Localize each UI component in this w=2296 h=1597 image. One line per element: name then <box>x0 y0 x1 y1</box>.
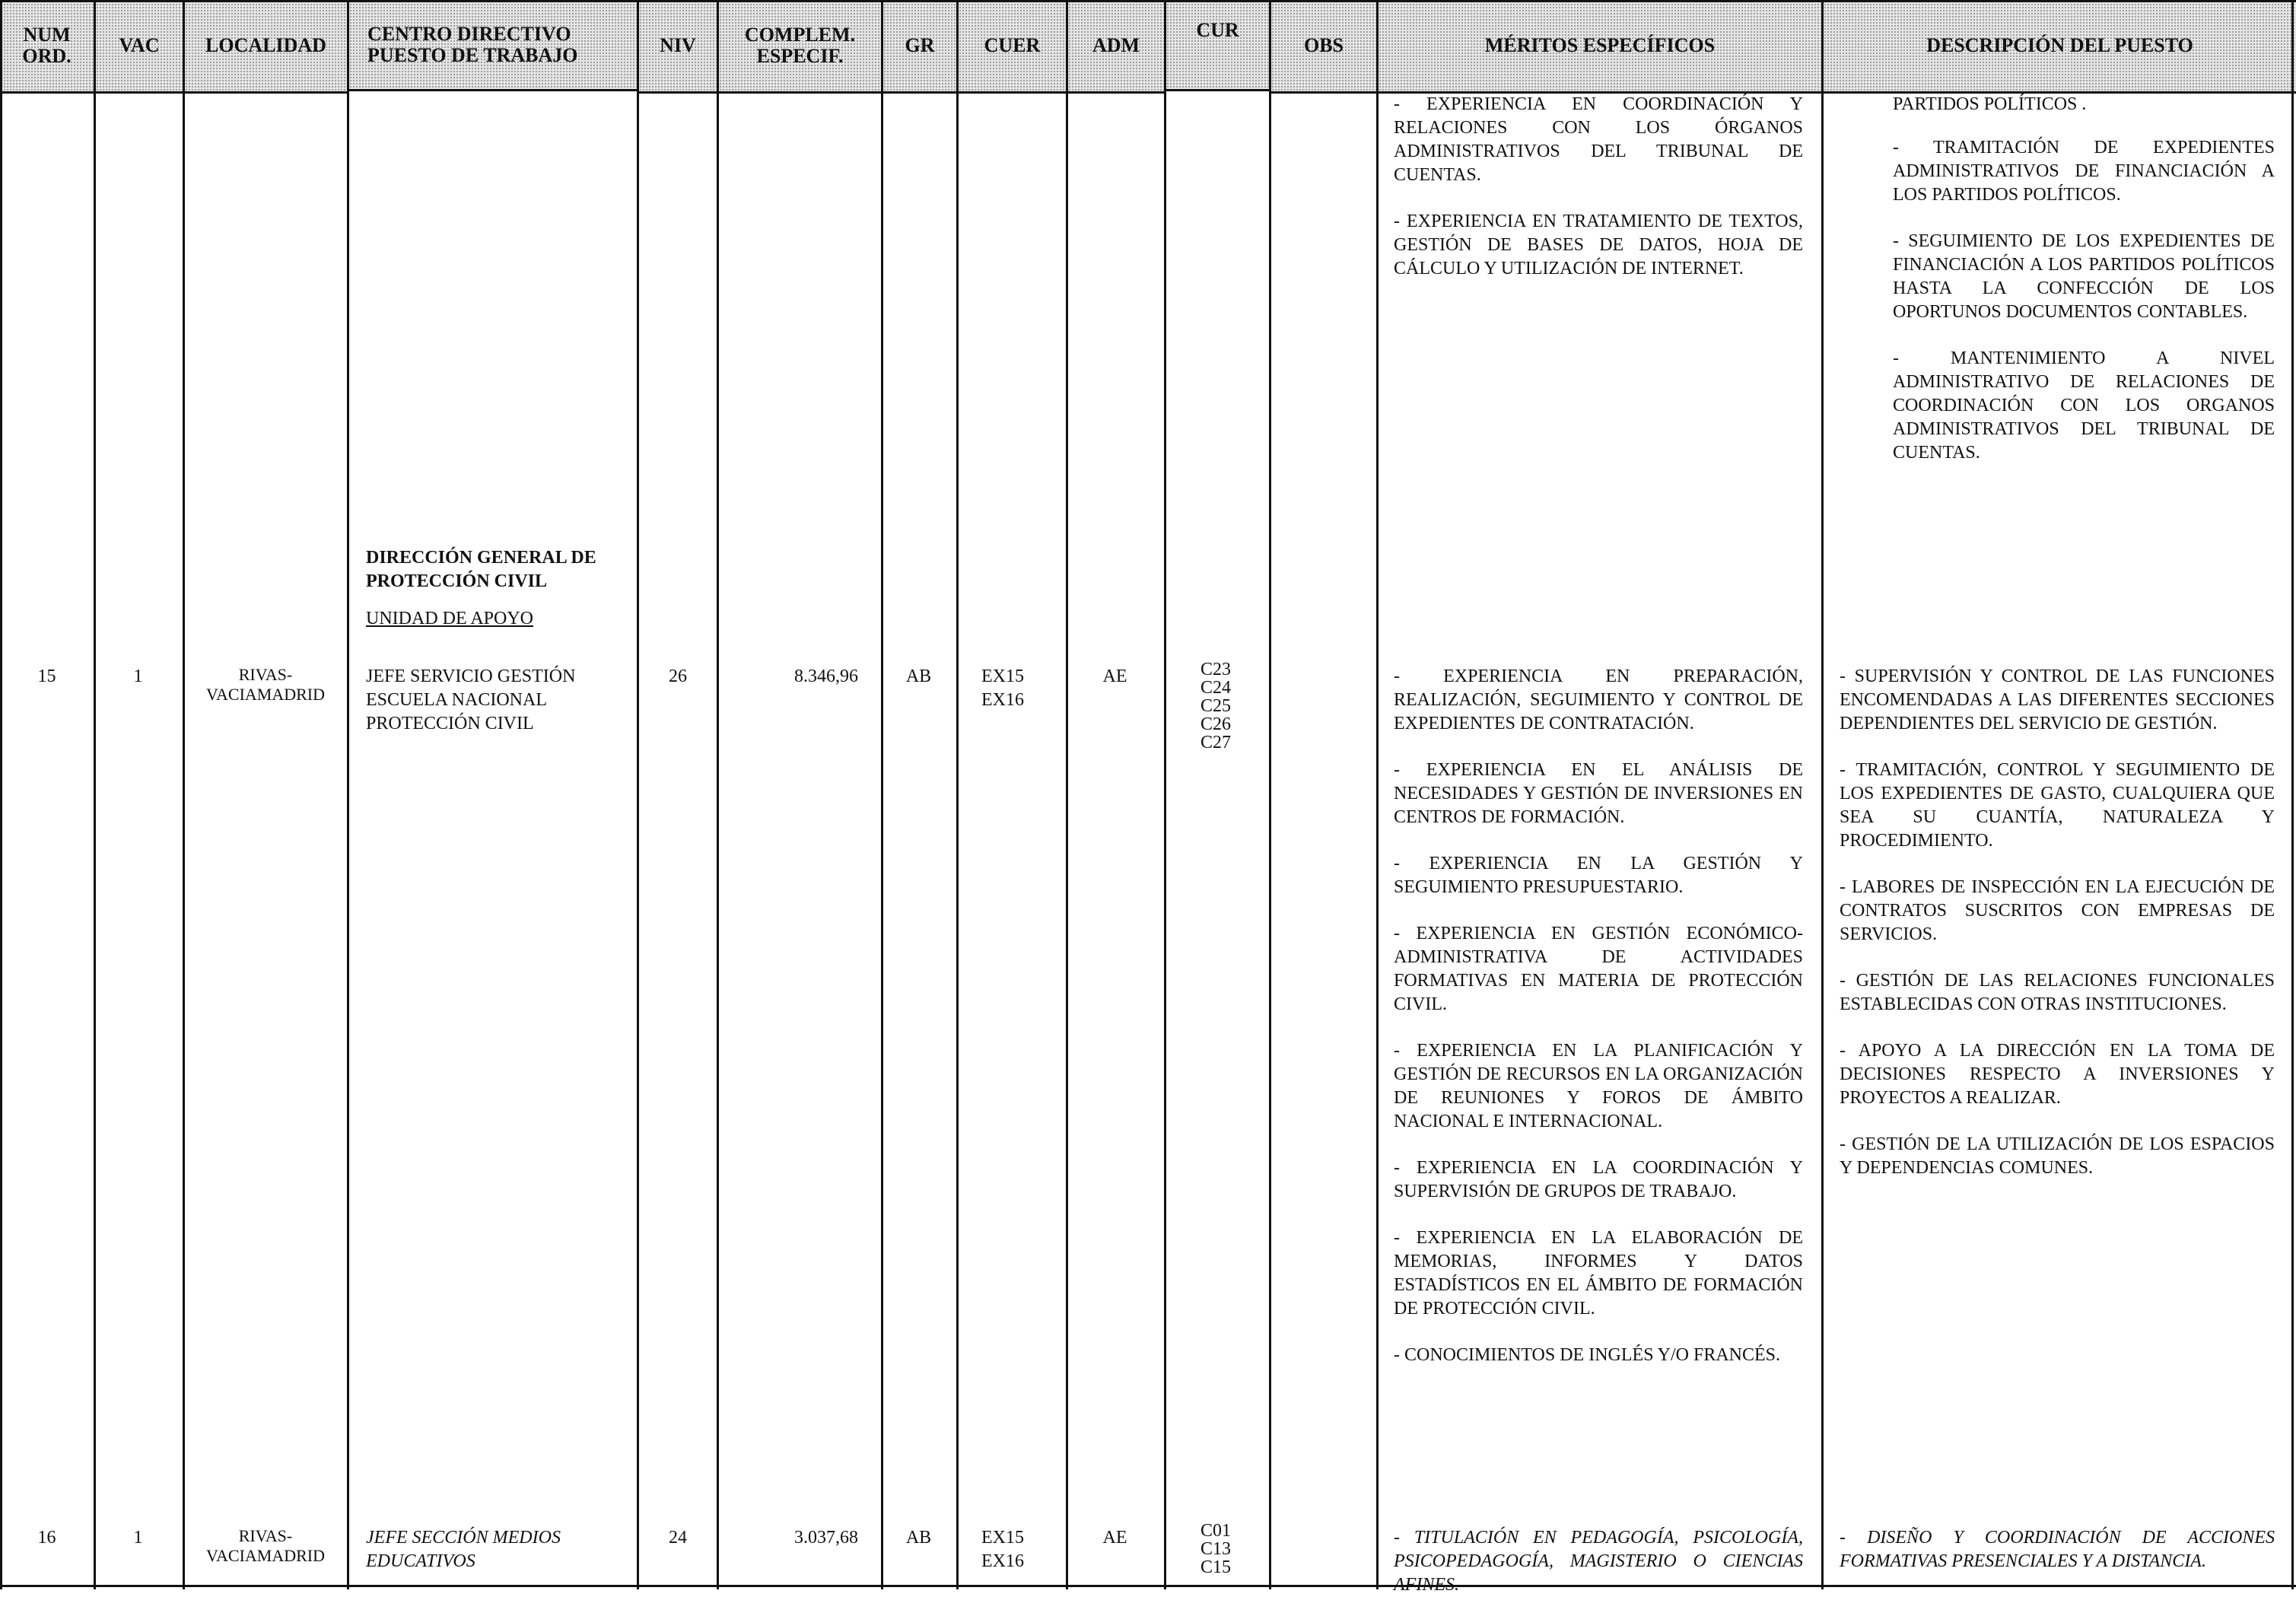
column-divider <box>94 0 96 1589</box>
column-divider <box>956 0 959 1589</box>
unit-title: UNIDAD DE APOYO <box>366 609 533 628</box>
header-obs: OBS <box>1271 0 1376 94</box>
row15-descripcion <box>1840 665 2275 1180</box>
cuer-code: EX15 <box>981 666 1024 686</box>
merito-item: - EXPERIENCIA EN LA ELABORACIÓN DE MEMORIAS, INFORMES Y DATOS ESTADÍSTICOS EN EL ÁMBITO DE FORMACIÓN DE PROTECCIÓN CIVIL. <box>1394 1228 1803 1319</box>
header-meritos: MÉRITOS ESPECÍFICOS <box>1379 0 1821 94</box>
descripcion-item: - DISEÑO Y COORDINACIÓN DE ACCIONES FORMATIVAS PRESENCIALES Y A DISTANCIA. <box>1840 1528 2275 1571</box>
top-border <box>0 0 2296 2</box>
merito-item: - EXPERIENCIA EN GESTIÓN ECONÓMICO-ADMINISTRATIVA DE ACTIVIDADES FORMATIVAS EN MATERIA DE PROTECCIÓN CIVIL. <box>1394 924 1803 1014</box>
row15-cuer <box>981 665 1057 712</box>
header-niv: NIV <box>639 0 717 94</box>
cur-code: C15 <box>1200 1557 1232 1577</box>
column-divider <box>0 0 2 1589</box>
column-divider <box>1269 0 1271 1589</box>
cur-code: C25 <box>1200 696 1232 716</box>
row15-adm: AE <box>1102 666 1127 686</box>
descripcion-item: - LABORES DE INSPECCIÓN EN LA EJECUCIÓN DE CONTRATOS SUSCRITOS CON EMPRESAS DE SERVICIOS. <box>1840 877 2275 944</box>
continuation-meritos <box>1394 93 1803 281</box>
continuation-descripcion <box>1893 93 2275 465</box>
cuer-code: EX16 <box>981 1551 1024 1571</box>
cur-code: C13 <box>1200 1539 1232 1559</box>
continuation-merito-item: - EXPERIENCIA EN TRATAMIENTO DE TEXTOS, GESTIÓN DE BASES DE DATOS, HOJA DE CÁLCULO Y UTILIZACIÓN DE INTERNET. <box>1394 212 1803 278</box>
continuation-merito-item: - EXPERIENCIA EN COORDINACIÓN Y RELACIONES CON LOS ÓRGANOS ADMINISTRATIVOS DEL TRIBUNAL DE CUENTAS. <box>1394 94 1803 185</box>
row16-niv: 24 <box>669 1528 687 1548</box>
header-gr: GR <box>883 0 956 94</box>
cuer-code: EX15 <box>981 1528 1024 1548</box>
row15-meritos <box>1394 665 1803 1367</box>
row16-puesto: JEFE SECCIÓN MEDIOS EDUCATIVOS <box>366 1528 561 1571</box>
header-cuer: CUER <box>959 0 1066 94</box>
continuation-descripcion-item: PARTIDOS POLÍTICOS . <box>1893 94 2087 114</box>
row16-complem: 3.037,68 <box>794 1528 858 1548</box>
column-divider <box>183 0 185 1589</box>
column-divider <box>2291 0 2294 1589</box>
header-vac: VAC <box>96 0 183 94</box>
column-divider <box>637 0 639 1589</box>
descripcion-item: - APOYO A LA DIRECCIÓN EN LA TOMA DE DECISIONES RESPECTO A INVERSIONES Y PROYECTOS A REALIZAR. <box>1840 1041 2275 1108</box>
header-cur: CUR <box>1166 0 1269 91</box>
row16-meritos <box>1394 1526 1803 1595</box>
column-divider <box>881 0 883 1589</box>
organization-block <box>366 546 609 631</box>
header-descripcion: DESCRIPCIÓN DEL PUESTO <box>1824 0 2296 94</box>
row15-puesto: JEFE SERVICIO GESTIÓN ESCUELA NACIONAL PROTECCIÓN CIVIL <box>366 666 576 733</box>
merito-item: - EXPERIENCIA EN LA GESTIÓN Y SEGUIMIENTO PRESUPUESTARIO. <box>1394 854 1803 897</box>
row15-cur <box>1200 660 1261 752</box>
continuation-descripcion-item: - TRAMITACIÓN DE EXPEDIENTES ADMINISTRATIVOS DE FINANCIACIÓN A LOS PARTIDOS POLÍTICOS. <box>1893 138 2275 205</box>
row16-adm: AE <box>1102 1528 1127 1548</box>
row16-gr: AB <box>905 1528 932 1548</box>
row16-cur <box>1200 1522 1261 1576</box>
header-complem: COMPLEM. ESPECIF. <box>719 0 881 94</box>
header-centro: CENTRO DIRECTIVO PUESTO DE TRABAJO <box>349 0 637 91</box>
descripcion-item: - TRAMITACIÓN, CONTROL Y SEGUIMIENTO DE LOS EXPEDIENTES DE GASTO, CUALQUIERA QUE SEA SU CUANTÍA, NATURALEZA Y PROCEDIMIENTO. <box>1840 760 2275 851</box>
row16-descripcion <box>1840 1526 2275 1583</box>
column-divider <box>1821 0 1824 1589</box>
cur-code: C01 <box>1200 1521 1232 1541</box>
row16-localidad: RIVAS-VACIAMADRID <box>205 1526 326 1565</box>
row16-cuer <box>981 1526 1057 1573</box>
continuation-descripcion-item: - MANTENIMIENTO A NIVEL ADMINISTRATIVO DE RELACIONES DE COORDINACIÓN CON LOS ORGANOS ADMINISTRATIVOS DEL TRIBUNAL DE CUENTAS. <box>1893 348 2275 463</box>
row15-niv: 26 <box>669 666 687 686</box>
descripcion-item: - SUPERVISIÓN Y CONTROL DE LAS FUNCIONES ENCOMENDADAS A LAS DIFERENTES SECCIONES DEPENDIENTES DEL SERVICIO DE GESTIÓN. <box>1840 666 2275 733</box>
row16-vac: 1 <box>133 1528 143 1548</box>
merito-item: - EXPERIENCIA EN LA COORDINACIÓN Y SUPERVISIÓN DE GRUPOS DE TRABAJO. <box>1394 1158 1803 1201</box>
directorate-title: DIRECCIÓN GENERAL DE PROTECCIÓN CIVIL <box>366 548 596 591</box>
descripcion-item: - GESTIÓN DE LA UTILIZACIÓN DE LOS ESPACIOS Y DEPENDENCIAS COMUNES. <box>1840 1134 2275 1178</box>
header-adm: ADM <box>1068 0 1164 94</box>
column-divider <box>347 0 349 1589</box>
descripcion-item: - GESTIÓN DE LAS RELACIONES FUNCIONALES ESTABLECIDAS CON OTRAS INSTITUCIONES. <box>1840 971 2275 1014</box>
column-divider <box>1164 0 1166 1589</box>
continuation-descripcion-item: - SEGUIMIENTO DE LOS EXPEDIENTES DE FINANCIACIÓN A LOS PARTIDOS POLÍTICOS HASTA LA CONFECCIÓN DE LOS OPORTUNOS DOCUMENTOS CONTABLES. <box>1893 231 2275 322</box>
header-num-ord: NUM ORD. <box>0 0 94 94</box>
row15-num: 15 <box>37 666 56 686</box>
merito-item: - TITULACIÓN EN PEDAGOGÍA, PSICOLOGÍA, PSICOPEDAGOGÍA, MAGISTERIO O CIENCIAS AFINES. <box>1394 1528 1803 1595</box>
cur-code: C26 <box>1200 714 1232 734</box>
bottom-border <box>0 1585 2296 1587</box>
row15-gr: AB <box>905 666 932 686</box>
row15-complem: 8.346,96 <box>794 666 858 686</box>
cur-code: C24 <box>1200 678 1232 698</box>
header-localidad: LOCALIDAD <box>185 0 347 94</box>
row15-localidad: RIVAS-VACIAMADRID <box>205 665 326 704</box>
cuer-code: EX16 <box>981 690 1024 710</box>
column-divider <box>717 0 719 1589</box>
cur-code: C27 <box>1200 733 1232 752</box>
row16-num: 16 <box>37 1528 56 1548</box>
merito-item: - EXPERIENCIA EN PREPARACIÓN, REALIZACIÓN, SEGUIMIENTO Y CONTROL DE EXPEDIENTES DE CONTRATACIÓN. <box>1394 666 1803 733</box>
row15-vac: 1 <box>133 666 143 686</box>
merito-item: - EXPERIENCIA EN EL ANÁLISIS DE NECESIDADES Y GESTIÓN DE INVERSIONES EN CENTROS DE FORMACIÓN. <box>1394 760 1803 827</box>
column-divider <box>1376 0 1379 1589</box>
merito-item: - EXPERIENCIA EN LA PLANIFICACIÓN Y GESTIÓN DE RECURSOS EN LA ORGANIZACIÓN DE REUNIONES Y FOROS DE ÁMBITO NACIONAL E INTERNACIONAL. <box>1394 1041 1803 1131</box>
cur-code: C23 <box>1200 660 1232 679</box>
merito-item: - CONOCIMIENTOS DE INGLÉS Y/O FRANCÉS. <box>1394 1345 1781 1365</box>
column-divider <box>1066 0 1068 1589</box>
